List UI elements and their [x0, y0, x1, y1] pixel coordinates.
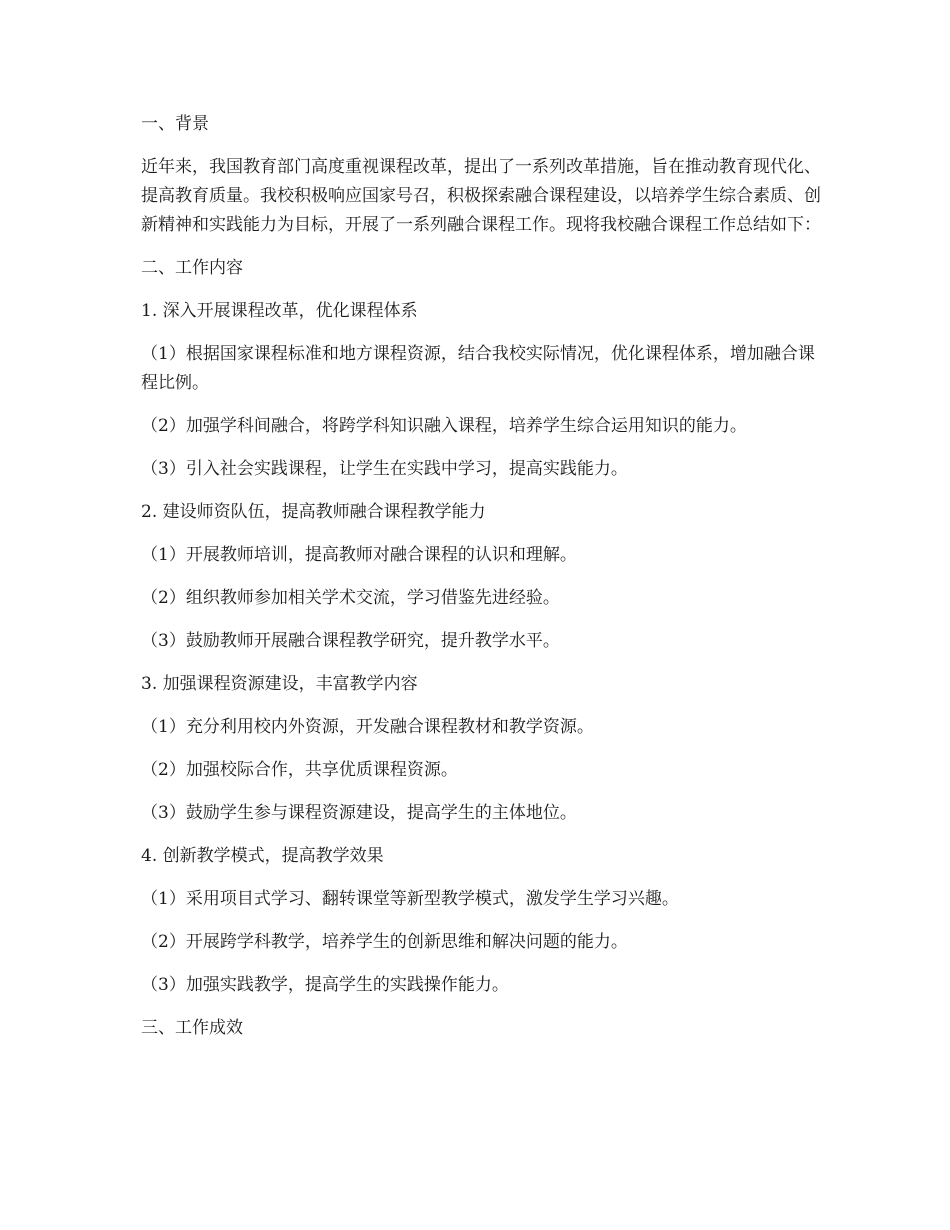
- list-item: （2）组织教师参加相关学术交流，学习借鉴先进经验。: [141, 588, 560, 608]
- list-item: （1）充分利用校内外资源，开发融合课程教材和教学资源。: [141, 717, 594, 737]
- subheading-teacher-team: 2. 建设师资队伍，提高教师融合课程教学能力: [141, 502, 486, 522]
- list-item: （1）根据国家课程标准和地方课程资源，结合我校实际情况，优化课程体系，增加融合课程比例。: [141, 344, 815, 393]
- subheading-teaching-mode: 4. 创新教学模式，提高教学效果: [141, 846, 384, 866]
- list-item: （2）加强学科间融合，将跨学科知识融入课程，培养学生综合运用知识的能力。: [141, 416, 747, 436]
- list-item: （2）加强校际合作，共享优质课程资源。: [141, 760, 458, 780]
- list-item: （1）开展教师培训，提高教师对融合课程的认识和理解。: [141, 545, 577, 565]
- list-item: （1）采用项目式学习、翻转课堂等新型教学模式，激发学生学习兴趣。: [141, 889, 679, 909]
- subheading-curriculum-reform: 1. 深入开展课程改革，优化课程体系: [141, 301, 418, 321]
- list-item: （3）鼓励学生参与课程资源建设，提高学生的主体地位。: [141, 803, 577, 823]
- document-body: [141, 110, 821, 1057]
- section-heading-results: 三、工作成效: [141, 1018, 243, 1038]
- list-item: （3）鼓励教师开展融合课程教学研究，提升教学水平。: [141, 631, 560, 651]
- section-heading-background: 一、背景: [141, 114, 209, 134]
- subheading-course-resources: 3. 加强课程资源建设，丰富教学内容: [141, 674, 418, 694]
- background-paragraph: 近年来，我国教育部门高度重视课程改革，提出了一系列改革措施，旨在推动教育现代化、提高教育质量。我校积极响应国家号召，积极探索融合课程建设，以培养学生综合素质、创新精神和实践能力为目标，开展了一系列融合课程工作。现将我校融合课程工作总结如下：: [141, 157, 821, 235]
- section-heading-work-content: 二、工作内容: [141, 258, 243, 278]
- list-item: （2）开展跨学科教学，培养学生的创新思维和解决问题的能力。: [141, 932, 628, 952]
- list-item: （3）引入社会实践课程，让学生在实践中学习，提高实践能力。: [141, 459, 628, 479]
- list-item: （3）加强实践教学，提高学生的实践操作能力。: [141, 975, 509, 995]
